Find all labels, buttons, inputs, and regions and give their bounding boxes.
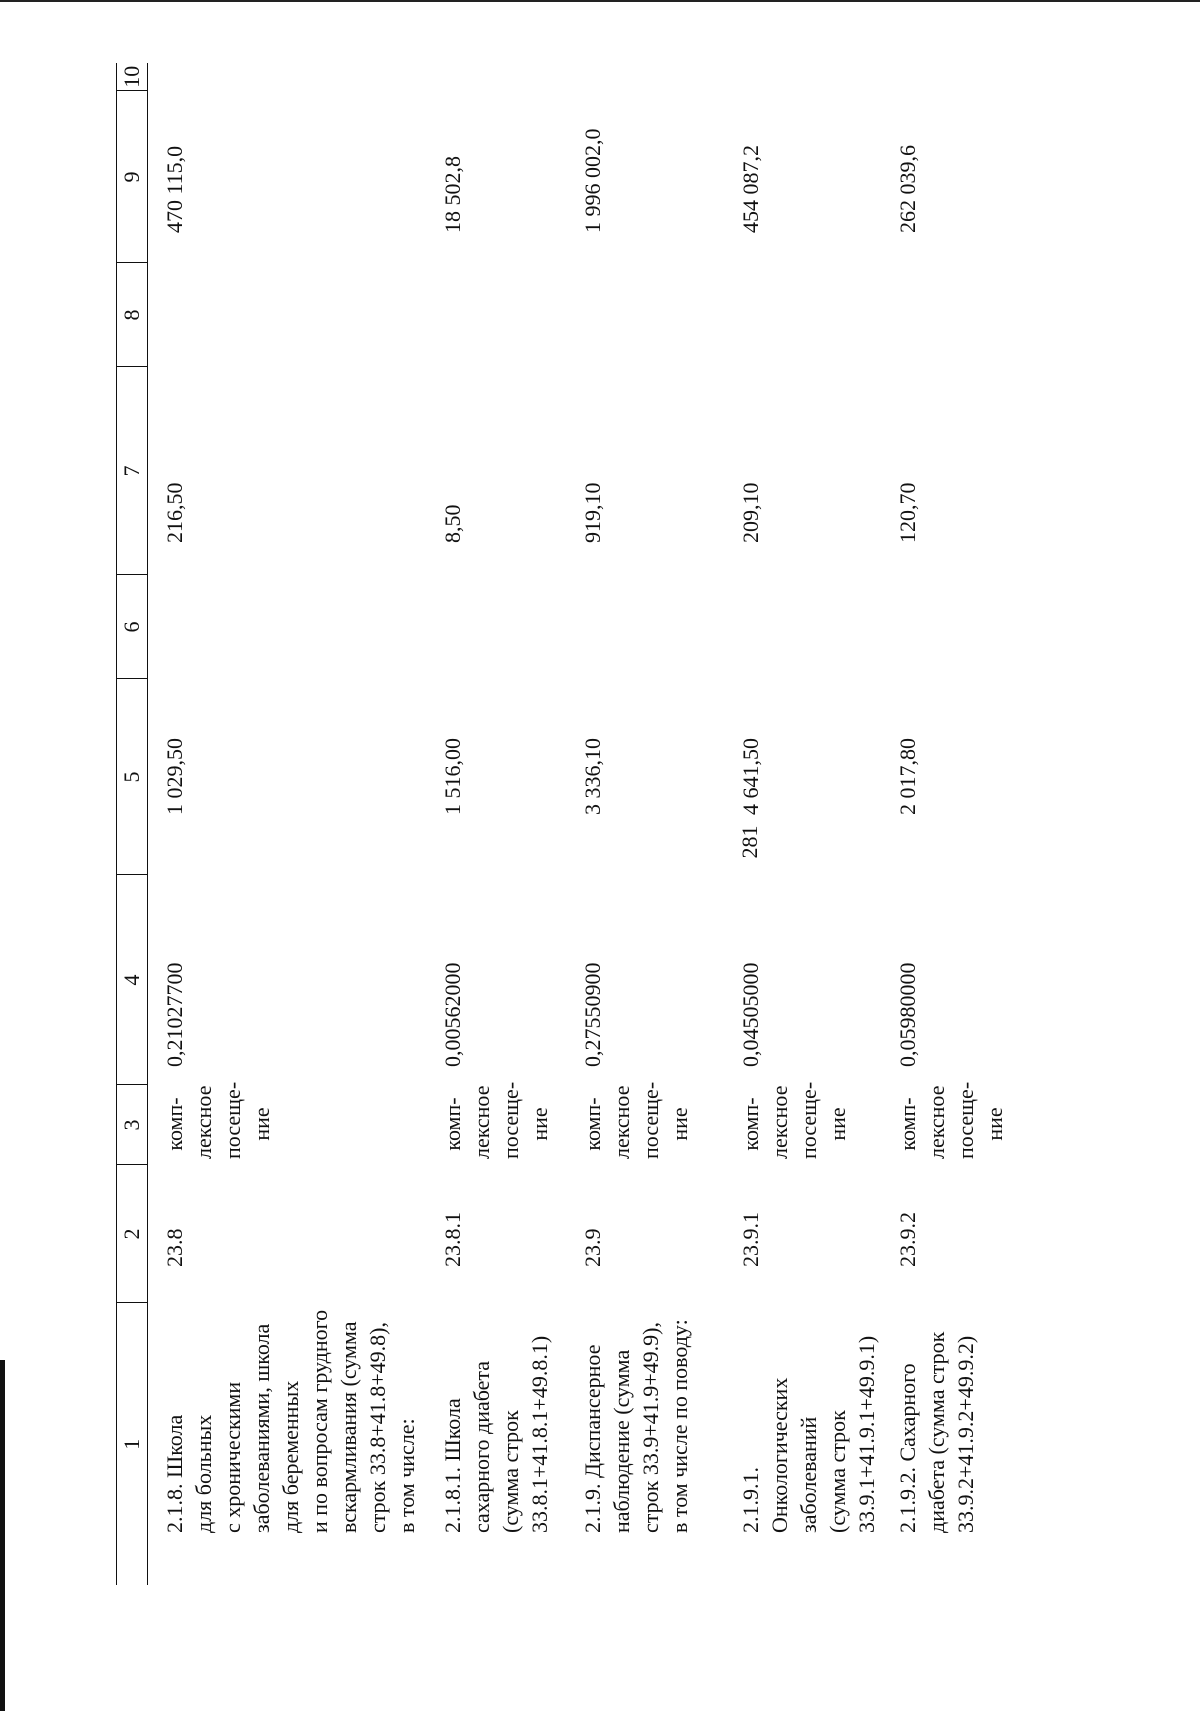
cell-col10 [724, 63, 881, 91]
cell-col7: 8,50 [440, 504, 465, 543]
row-code: 23.9.1 [738, 1212, 763, 1267]
row-name: 2.1.8. Школа для больных с хроническими заболеваниями, школа для беременных и по вопросам грудного вскармливания (сумма строк 33.8+41.8+49.8), в том числе: [162, 1309, 419, 1533]
row-unit: комп- лексное посеще- ние [162, 1081, 274, 1159]
cell-col7: 209,10 [738, 482, 763, 543]
row-code: 23.9.2 [895, 1212, 920, 1267]
row-unit: комп- лексное посеще- ние [738, 1081, 850, 1159]
cell-col8 [148, 263, 427, 367]
cell-col10 [426, 63, 566, 91]
cell-col9: 262 039,6 [895, 145, 920, 233]
data-table [116, 63, 1009, 1585]
page-number: 281 [737, 825, 762, 859]
table-row [881, 63, 1009, 1585]
cell-col6 [566, 575, 724, 679]
table-row [148, 63, 427, 1585]
cell-col4: 0,27550900 [580, 962, 605, 1067]
table-row [566, 63, 724, 1585]
cell-col4: 0,00562000 [440, 962, 465, 1067]
cell-col8 [566, 263, 724, 367]
col-header-1: 1 [117, 1303, 148, 1585]
cell-col8 [724, 263, 881, 367]
col-header-7: 7 [117, 367, 148, 575]
col-header-10: 10 [117, 63, 148, 91]
scan-edge-left [0, 1360, 5, 1711]
cell-col9: 454 087,2 [738, 145, 763, 233]
col-header-4: 4 [117, 875, 148, 1085]
cell-col5: 3 336,10 [580, 738, 605, 815]
cell-col6 [148, 575, 427, 679]
cell-col8 [881, 263, 1009, 367]
cell-col9: 470 115,0 [162, 145, 187, 233]
col-header-3: 3 [117, 1085, 148, 1165]
row-name: 2.1.9.1. Онкологических заболеваний (сумма строк 33.9.1+41.9.1+49.9.1) [738, 1335, 879, 1533]
cell-col5: 4 641,50 [738, 738, 763, 815]
data-table-rotated [116, 63, 1007, 1585]
cell-col9: 1 996 002,0 [580, 128, 605, 233]
col-header-9: 9 [117, 91, 148, 263]
cell-col10 [148, 63, 427, 91]
cell-col5: 1 029,50 [162, 738, 187, 815]
cell-col8 [426, 263, 566, 367]
table-row [724, 63, 881, 1585]
cell-col10 [566, 63, 724, 91]
cell-col6 [426, 575, 566, 679]
row-code: 23.8 [162, 1228, 187, 1267]
cell-col10 [881, 63, 1009, 91]
cell-col6 [724, 575, 881, 679]
row-unit: комп- лексное посеще- ние [440, 1081, 552, 1159]
cell-col7: 216,50 [162, 482, 187, 543]
header-row [117, 63, 148, 1585]
table-row [426, 63, 566, 1585]
cell-col7: 919,10 [580, 482, 605, 543]
row-unit: комп- лексное посеще- ние [580, 1081, 692, 1159]
row-name: 2.1.8.1. Школа сахарного диабета (сумма строк 33.8.1+41.8.1+49.8.1) [440, 1335, 552, 1533]
scan-edge-top [0, 0, 1200, 2]
row-code: 23.8.1 [440, 1212, 465, 1267]
row-code: 23.9 [580, 1228, 605, 1267]
cell-col4: 0,21027700 [162, 962, 187, 1067]
col-header-6: 6 [117, 575, 148, 679]
cell-col4: 0,05980000 [895, 962, 920, 1067]
cell-col6 [881, 575, 1009, 679]
cell-col5: 2 017,80 [895, 738, 920, 815]
cell-col5: 1 516,00 [440, 738, 465, 815]
row-unit: комп- лексное посеще- ние [895, 1081, 1007, 1159]
col-header-5: 5 [117, 679, 148, 875]
cell-col7: 120,70 [895, 482, 920, 543]
cell-col9: 18 502,8 [440, 156, 465, 233]
col-header-2: 2 [117, 1165, 148, 1303]
row-name: 2.1.9.2. Сахарного диабета (сумма строк 33.9.2+41.9.2+49.9.2) [895, 1331, 978, 1533]
cell-col4: 0,04505000 [738, 962, 763, 1067]
col-header-8: 8 [117, 263, 148, 367]
row-name: 2.1.9. Диспансерное наблюдение (сумма строк 33.9+41.9+49.9), в том числе по поводу: [580, 1319, 692, 1533]
